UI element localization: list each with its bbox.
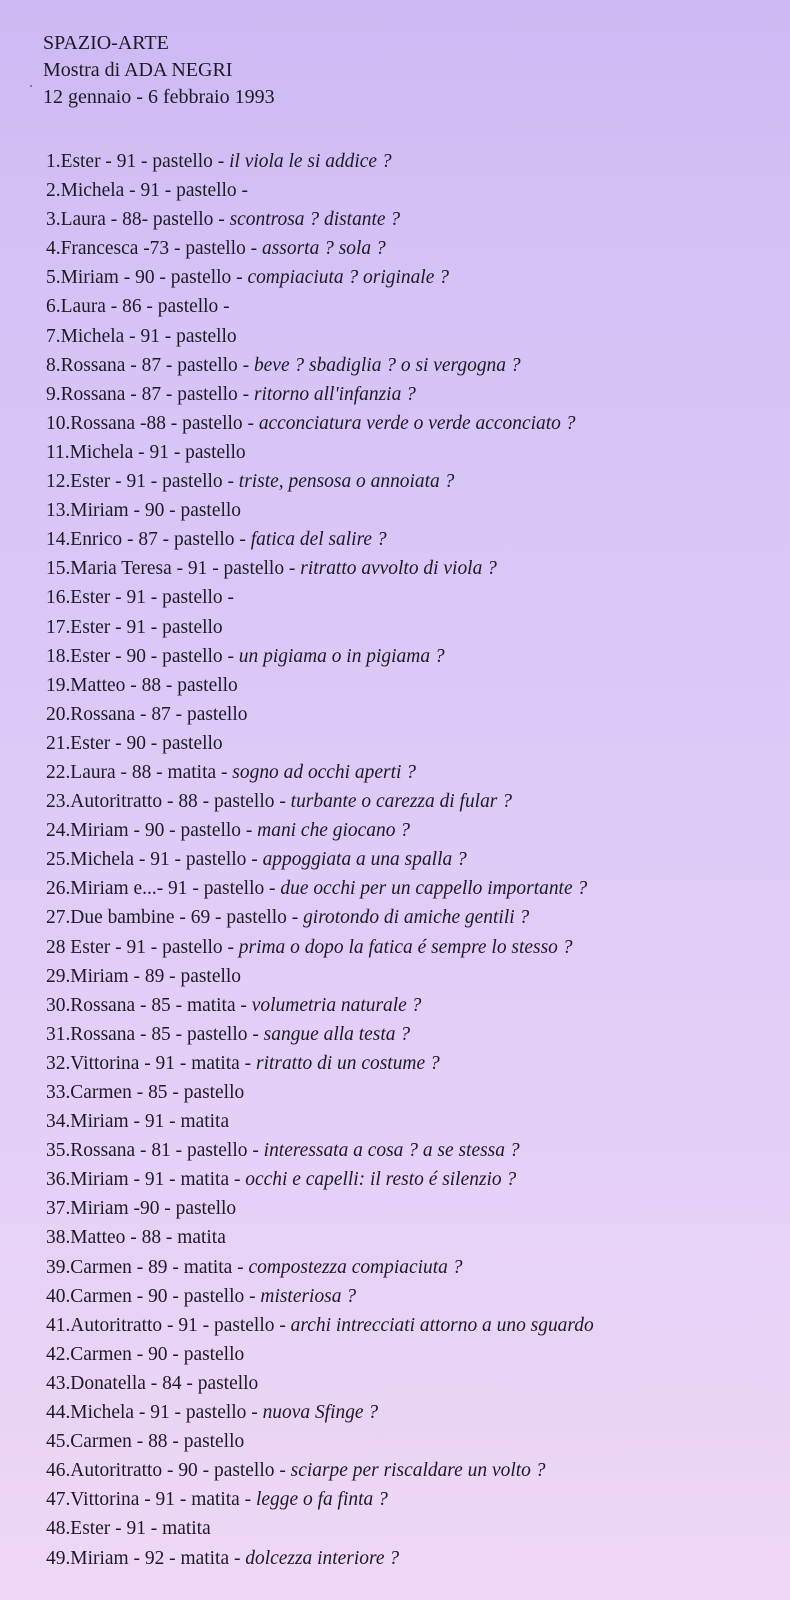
list-item: [46, 962, 788, 991]
artwork-entry: 26.Miriam e...- 91 - pastello -: [46, 878, 281, 900]
list-item: [46, 147, 788, 176]
list-item: [46, 903, 788, 932]
artwork-entry: 24.Miriam - 90 - pastello -: [46, 820, 258, 842]
artwork-description: triste, pensosa o annoiata ?: [238, 471, 455, 493]
list-item: [46, 1369, 788, 1398]
artwork-entry: 22.Laura - 88 - matita -: [46, 761, 233, 783]
artwork-entry: 17.Ester - 91 - pastello: [46, 616, 223, 638]
artwork-description: scontrosa ? distante ?: [229, 209, 401, 231]
artwork-description: prima o dopo la fatica é sempre lo stesso ?: [238, 936, 573, 958]
artwork-entry: 44.Michela - 91 - pastello -: [46, 1402, 263, 1424]
artwork-description: sciarpe per riscaldare un volto ?: [290, 1460, 546, 1482]
list-item: [46, 1340, 788, 1369]
artwork-description: misteriosa ?: [260, 1285, 357, 1307]
exhibition-title: Mostra di ADA NEGRI: [43, 59, 233, 81]
artwork-entry: 6.Laura - 86 - pastello -: [46, 296, 230, 318]
artwork-description: interessata a cosa ? a se stessa ?: [263, 1140, 520, 1162]
artwork-entry: 27.Due bambine - 69 - pastello -: [46, 907, 304, 929]
list-item: [46, 205, 788, 234]
artwork-entry: 49.Miriam - 92 - matita -: [46, 1547, 246, 1569]
artwork-entry: 43.Donatella - 84 - pastello: [46, 1372, 259, 1394]
artwork-entry: 21.Ester - 90 - pastello: [46, 732, 223, 754]
artwork-description: nuova Sfinge ?: [262, 1402, 379, 1424]
artwork-description: beve ? sbadiglia ? o si vergogna ?: [253, 354, 521, 376]
list-item: [46, 467, 788, 496]
artwork-description: compiaciuta ? originale ?: [247, 267, 449, 289]
exhibition-dates: 12 gennaio - 6 febbraio 1993: [43, 86, 275, 108]
artwork-description: archi intrecciati attorno a uno sguardo: [290, 1314, 594, 1336]
artwork-entry: 8.Rossana - 87 - pastello -: [46, 354, 254, 376]
list-item: [46, 816, 788, 845]
list-item: [46, 1456, 788, 1485]
artwork-entry: 23.Autoritratto - 88 - pastello -: [46, 791, 291, 813]
list-item: [46, 1514, 788, 1543]
list-item: [46, 642, 788, 671]
list-item: [46, 1136, 788, 1165]
list-item: [46, 176, 788, 205]
artwork-description: un pigiama o in pigiama ?: [238, 645, 445, 667]
artwork-description: mani che giocano ?: [257, 820, 411, 842]
artwork-list: [46, 147, 790, 1573]
gallery-name: SPAZIO-ARTE: [43, 32, 169, 54]
artwork-description: acconciatura verde o verde acconciato ?: [258, 412, 576, 434]
list-item: [46, 1107, 788, 1136]
list-item: [46, 554, 788, 583]
list-item: [46, 292, 788, 321]
artwork-entry: 20.Rossana - 87 - pastello: [46, 703, 248, 725]
list-item: [46, 874, 788, 903]
list-item: [46, 991, 788, 1020]
artwork-entry: 4.Francesca -73 - pastello -: [46, 238, 263, 260]
artwork-description: il viola le si addice ?: [229, 151, 392, 172]
artwork-entry: 31.Rossana - 85 - pastello -: [46, 1023, 264, 1045]
artwork-description: turbante o carezza di fular ?: [290, 791, 512, 813]
list-item: [46, 758, 788, 787]
artwork-description: fatica del salire ?: [250, 529, 387, 551]
artwork-entry: 34.Miriam - 91 - matita: [46, 1111, 230, 1133]
scan-speck: [30, 85, 32, 87]
document-header: [43, 30, 763, 111]
artwork-entry: 25.Michela - 91 - pastello -: [46, 849, 263, 871]
list-item: [46, 1223, 788, 1252]
list-item: [46, 613, 788, 642]
artwork-entry: 39.Carmen - 89 - matita -: [46, 1256, 249, 1278]
artwork-entry: 41.Autoritratto - 91 - pastello -: [46, 1314, 291, 1336]
artwork-description: assorta ? sola ?: [262, 238, 386, 260]
artwork-entry: 33.Carmen - 85 - pastello: [46, 1082, 245, 1103]
list-item: [46, 263, 788, 292]
list-item: [46, 787, 788, 816]
list-item: [46, 234, 788, 263]
artwork-entry: 45.Carmen - 88 - pastello: [46, 1431, 245, 1453]
list-item: [46, 1544, 788, 1573]
artwork-entry: 37.Miriam -90 - pastello: [46, 1198, 237, 1220]
artwork-description: ritratto di un costume ?: [256, 1052, 440, 1074]
list-item: [46, 1194, 788, 1223]
artwork-description: due occhi per un cappello importante ?: [280, 878, 588, 900]
list-item: [46, 525, 788, 554]
artwork-description: appoggiata a una spalla ?: [262, 849, 467, 871]
list-item: [46, 1020, 788, 1049]
artwork-description: ritratto avvolto di viola ?: [300, 558, 497, 580]
artwork-description: girotondo di amiche gentili ?: [303, 907, 530, 929]
artwork-entry: 2.Michela - 91 - pastello -: [46, 180, 248, 202]
artwork-entry: 14.Enrico - 87 - pastello -: [46, 529, 251, 551]
list-item: [46, 671, 788, 700]
artwork-entry: 12.Ester - 91 - pastello -: [46, 471, 239, 493]
artwork-description: compostezza compiaciuta ?: [248, 1256, 463, 1278]
list-item: [46, 380, 788, 409]
artwork-entry: 5.Miriam - 90 - pastello -: [46, 267, 248, 289]
artwork-entry: 15.Maria Teresa - 91 - pastello -: [46, 558, 301, 580]
list-item: [46, 438, 788, 467]
artwork-entry: 30.Rossana - 85 - matita -: [46, 994, 252, 1016]
list-item: [46, 700, 788, 729]
list-item: [46, 583, 788, 612]
artwork-entry: 29.Miriam - 89 - pastello: [46, 965, 241, 987]
list-item: [46, 409, 788, 438]
artwork-description: sogno ad occhi aperti ?: [232, 761, 416, 783]
artwork-entry: 18.Ester - 90 - pastello -: [46, 645, 239, 667]
artwork-description: occhi e capelli: il resto é silenzio ?: [245, 1169, 517, 1191]
list-item: [46, 1049, 788, 1078]
list-item: [46, 1427, 788, 1456]
list-item: [46, 933, 788, 962]
artwork-entry: 36.Miriam - 91 - matita -: [46, 1169, 246, 1191]
artwork-description: legge o fa finta ?: [256, 1489, 388, 1511]
artwork-entry: 9.Rossana - 87 - pastello -: [46, 383, 254, 405]
artwork-entry: 46.Autoritratto - 90 - pastello -: [46, 1460, 291, 1482]
artwork-description: dolcezza interiore ?: [245, 1547, 400, 1569]
artwork-entry: 42.Carmen - 90 - pastello: [46, 1343, 245, 1365]
artwork-entry: 32.Vittorina - 91 - matita -: [46, 1052, 257, 1074]
artwork-entry: 19.Matteo - 88 - pastello: [46, 674, 238, 696]
artwork-entry: 7.Michela - 91 - pastello: [46, 325, 237, 347]
artwork-entry: 13.Miriam - 90 - pastello: [46, 500, 241, 522]
list-item: [46, 1282, 788, 1311]
list-item: [46, 845, 788, 874]
artwork-description: ritorno all'infanzia ?: [253, 383, 416, 405]
list-item: [46, 1485, 788, 1514]
artwork-description: volumetria naturale ?: [251, 994, 422, 1016]
list-item: [46, 322, 788, 351]
list-item: [46, 1311, 788, 1340]
list-item: [46, 351, 788, 380]
artwork-entry: 40.Carmen - 90 - pastello -: [46, 1285, 261, 1307]
list-item: [46, 1253, 788, 1282]
list-item: [46, 729, 788, 758]
list-item: [46, 1398, 788, 1427]
artwork-entry: 1.Ester - 91 - pastello -: [46, 151, 230, 172]
list-item: [46, 496, 788, 525]
artwork-entry: 47.Vittorina - 91 - matita -: [46, 1489, 257, 1511]
artwork-entry: 38.Matteo - 88 - matita: [46, 1227, 226, 1249]
artwork-entry: 3.Laura - 88- pastello -: [46, 209, 230, 231]
artwork-entry: 28 Ester - 91 - pastello -: [46, 936, 239, 958]
list-item: [46, 1078, 788, 1107]
artwork-description: sangue alla testa ?: [263, 1023, 411, 1045]
artwork-entry: 48.Ester - 91 - matita: [46, 1518, 211, 1540]
list-item: [46, 1165, 788, 1194]
artwork-entry: 16.Ester - 91 - pastello -: [46, 587, 234, 609]
artwork-entry: 10.Rossana -88 - pastello -: [46, 412, 259, 434]
artwork-entry: 35.Rossana - 81 - pastello -: [46, 1140, 264, 1162]
artwork-entry: 11.Michela - 91 - pastello: [46, 441, 246, 463]
